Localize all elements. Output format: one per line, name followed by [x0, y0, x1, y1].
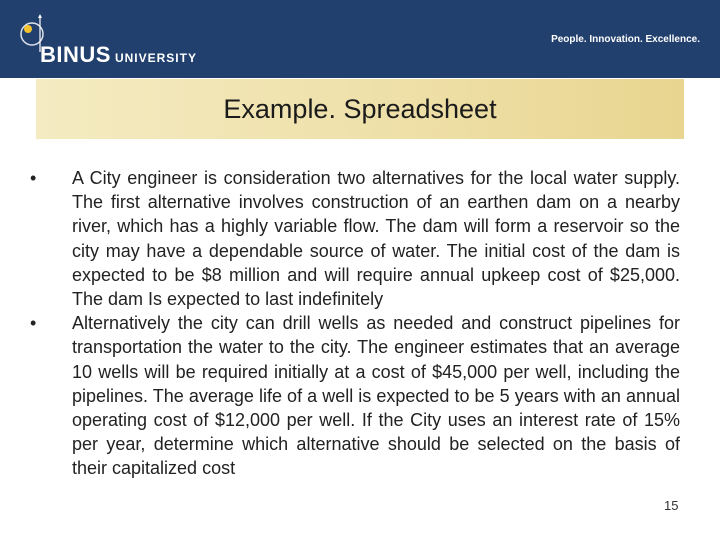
bullet-text: A City engineer is consideration two alternatives for the local water supply. The first alternative involves construction of an earthen dam on a nearby river, which has a highly variable flow. The dam will form a reservoir so the city may have a dependable source of water. The initial cost of the dam is expected to be $8 million and will require annual upkeep cost of $25,000. The dam Is expected to last indefinitely — [72, 168, 680, 310]
page-number: 15 — [664, 498, 679, 513]
logo-suffix: UNIVERSITY — [114, 51, 197, 65]
bullet-text: Alternatively the city can drill wells as needed and construct pipelines for transportation the water to the city. The engineer estimates that an average 10 wells will be required initially at a cost of $45,000 per well, including the pipelines. The average life of a well is expected to be 5 years with an annual operating cost of $12,000 per well. If the City uses an interest rate of 15% per year, determine which alternative should be selected on the basis of their capitalized cost — [72, 313, 680, 479]
logo-wordmark — [40, 42, 197, 68]
logo-brand: BINUS — [40, 42, 111, 67]
tagline: People. Innovation. Excellence. — [551, 34, 700, 45]
bullet-item — [30, 311, 680, 480]
slide-title: Example. Spreadsheet — [223, 93, 497, 124]
title-band — [36, 79, 684, 139]
slide-content — [30, 166, 680, 481]
bullet-marker: • — [30, 313, 37, 334]
bullet-marker: • — [30, 168, 37, 188]
bullet-item — [30, 166, 680, 311]
header-bar — [0, 0, 720, 78]
binus-logo — [16, 14, 216, 70]
